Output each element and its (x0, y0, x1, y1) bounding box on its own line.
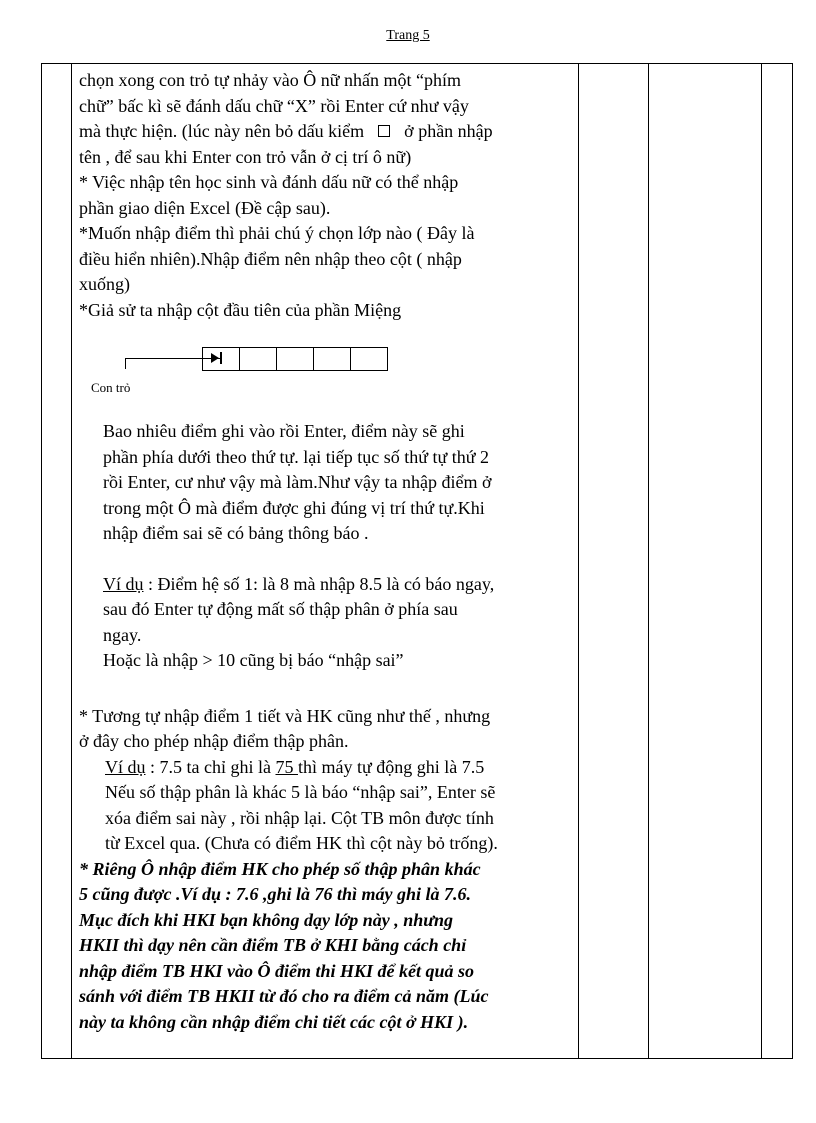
text-line: Ví dụ : Điểm hệ số 1: là 8 mà nhập 8.5 là có báo ngay, (103, 573, 495, 594)
text-line: tên , để sau khi Enter con trỏ vẫn ở cị trí ô nữ) (79, 146, 412, 167)
cursor-diagram (79, 323, 579, 419)
text-line: xuống) (79, 274, 130, 294)
text-line: điều hiển nhiên).Nhập điểm nên nhập theo cột ( nhập (79, 248, 462, 269)
text-line: ngay. (103, 624, 142, 645)
text-line: Ví dụ : 7.5 ta chỉ ghi là 75 thì máy tự động ghi là 7.5 (105, 756, 485, 777)
text-line: trong một Ô mà điểm được ghi đúng vị trí thứ tự.Khi (103, 497, 485, 518)
text-line: xóa điểm sai này , rồi nhập lại. Cột TB môn được tính (105, 807, 494, 828)
text-line: *Giả sử ta nhập cột đầu tiên của phần Miệng (79, 299, 402, 320)
text-line: rồi Enter, cư như vậy mà làm.Như vậy ta nhập điểm ở (103, 472, 492, 492)
diagram-label: Con trỏ (91, 380, 131, 395)
text-line: * Tương tự nhập điểm 1 tiết và HK cũng như thế , nhưng (79, 705, 491, 726)
text-line: Bao nhiêu điểm ghi vào rồi Enter, điểm này sẽ ghi (103, 421, 465, 441)
page-header (0, 28, 816, 44)
cursor-bar-icon (220, 352, 222, 364)
text-line: * Riêng Ô nhập điểm HK cho phép số thập phân khác (79, 858, 481, 879)
text-line: Mục đích khi HKI bạn không dạy lớp này , nhưng (79, 909, 454, 930)
text-line: Nếu số thập phân là khác 5 là báo “nhập sai”, Enter sẽ (105, 782, 496, 802)
text-line: 5 cũng được .Ví dụ : 7.6 ,ghi là 76 thì máy ghi là 7.6. (79, 884, 471, 904)
cursor-tick (125, 358, 126, 369)
text-line: từ Excel qua. (Chưa có điểm HK thì cột này bỏ trống). (105, 833, 498, 853)
document-table (41, 63, 793, 1059)
text-line: Hoặc là nhập > 10 cũng bị báo “nhập sai” (103, 650, 404, 670)
text-line: sánh với điểm TB HKII từ đó cho ra điểm cả năm (Lúc (79, 986, 489, 1006)
example-label: Ví dụ (105, 756, 146, 777)
text-line: nhập điểm TB HKI vào Ô điểm thi HKI để kết quả so (79, 960, 475, 981)
text-line: nhập điểm sai sẽ có bảng thông báo . (103, 523, 369, 543)
column-divider (71, 64, 72, 1058)
example-label: Ví dụ (103, 573, 144, 594)
grade-cell (239, 347, 277, 371)
checkbox-icon (378, 125, 390, 137)
text-line: mà thực hiện. (lúc này nên bỏ dấu kiểm ở phần nhập (79, 121, 493, 141)
text-line: ở đây cho phép nhập điểm thập phân. (79, 731, 349, 751)
bold-note (79, 857, 579, 1036)
text-line: * Việc nhập tên học sinh và đánh dấu nữ có thể nhập (79, 172, 459, 192)
text-line: phần giao diện Excel (Đề cập sau). (79, 197, 331, 218)
column-divider (761, 64, 762, 1058)
text-line: này ta không cần nhập điểm chi tiết các cột ở HKI ). (79, 1011, 469, 1032)
page-number: Trang 5 (386, 28, 430, 43)
grade-cell (276, 347, 314, 371)
text-line: *Muốn nhập điểm thì phải chú ý chọn lớp nào ( Đây là (79, 223, 475, 243)
text-line: HKII thì dạy nên cần điểm TB ở KHI bằng cách chỉ (79, 935, 467, 955)
arrow-icon (211, 353, 219, 363)
cell-row (203, 347, 388, 371)
column-divider (648, 64, 649, 1058)
grade-cell (350, 347, 388, 371)
text-line: phần phía dưới theo thứ tự. lại tiếp tục số thứ tự thứ 2 (103, 446, 490, 467)
content-cell (79, 68, 579, 1035)
text-line: sau đó Enter tự động mất số thập phân ở phía sau (103, 599, 458, 619)
text-line: chữ” bấc kì sẽ đánh dấu chữ “X” rồi Enter cứ như vậy (79, 95, 469, 116)
text-line: chọn xong con trỏ tự nhảy vào Ô nữ nhấn một “phím (79, 70, 461, 90)
grade-cell (313, 347, 351, 371)
